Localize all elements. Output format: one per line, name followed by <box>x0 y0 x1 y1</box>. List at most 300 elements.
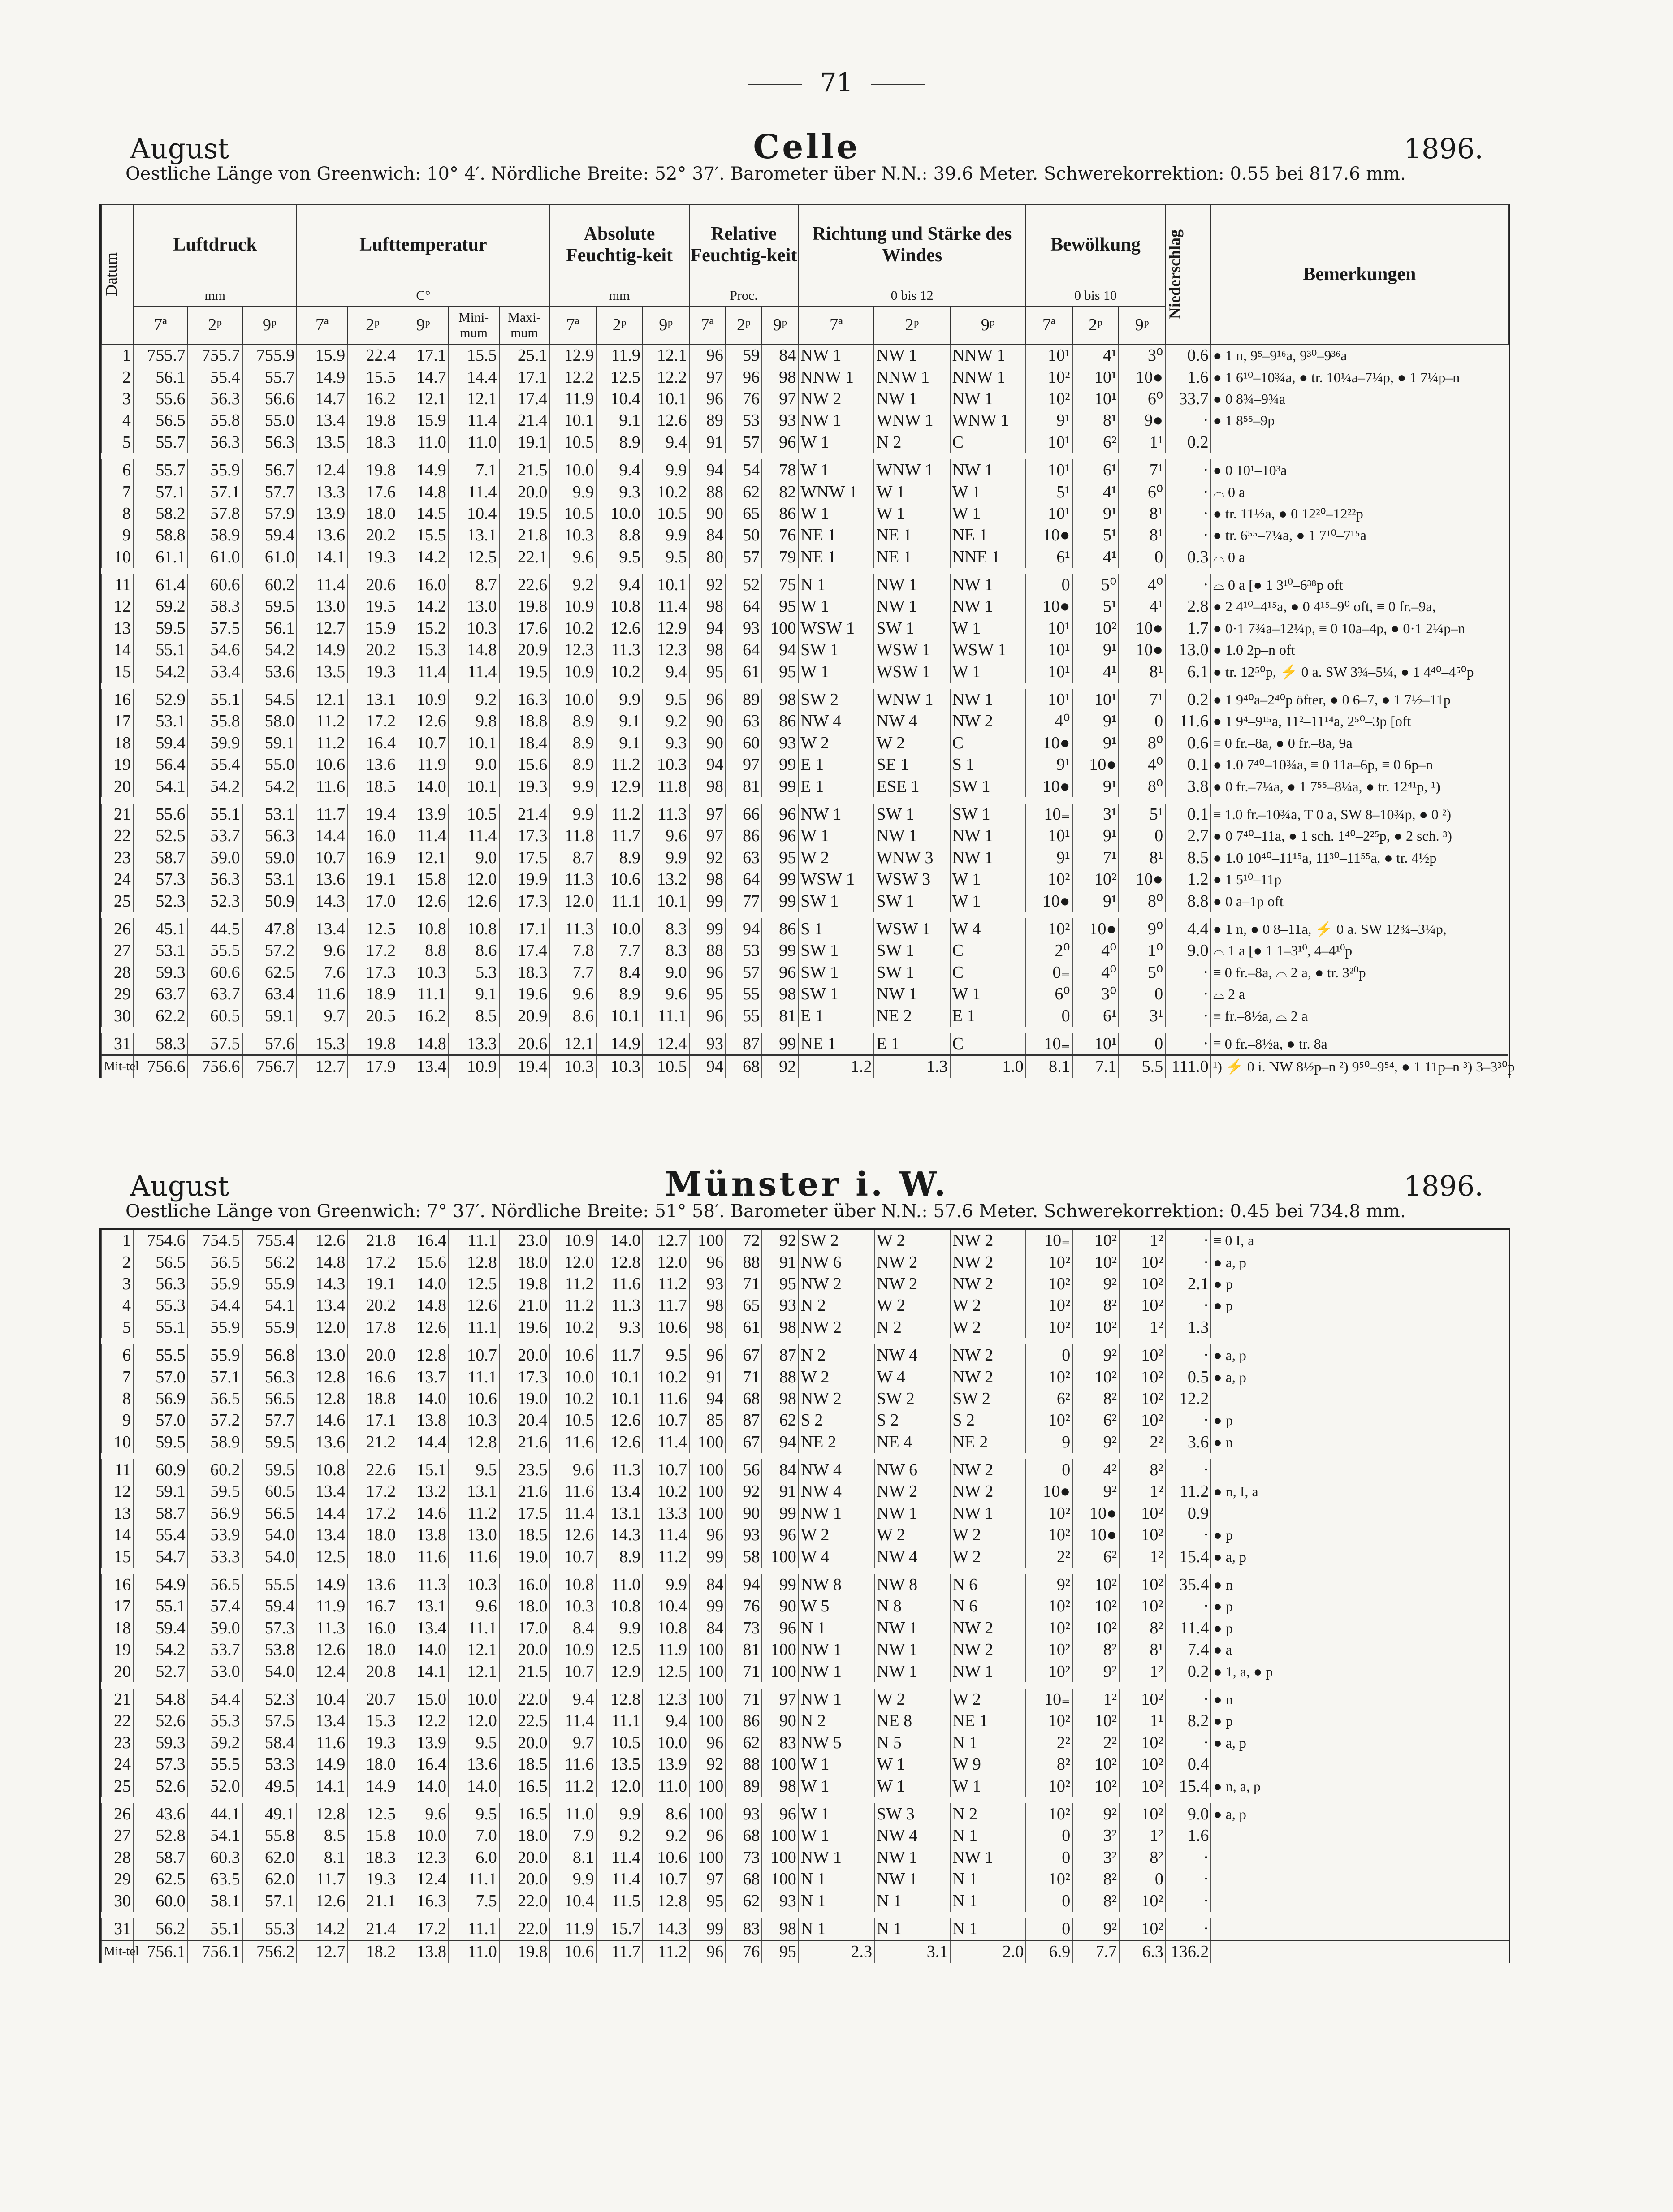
cell: 10² <box>1072 1317 1119 1338</box>
cell: 68 <box>726 1388 762 1409</box>
cell: NW 2 <box>950 1639 1026 1660</box>
cell: 16.6 <box>347 1366 398 1387</box>
cell: 11.4 <box>449 481 499 502</box>
cell: 96 <box>689 1732 726 1754</box>
cell: 16 <box>102 1574 133 1595</box>
table-row <box>102 1459 1509 1481</box>
cell: W 2 <box>874 1689 950 1710</box>
cell: 33.7 <box>1165 388 1211 410</box>
cell: ≡ fr.–8½a, ⌓ 2 a <box>1211 1005 1508 1026</box>
cell: 10.0 <box>550 1366 597 1387</box>
cell: SW 2 <box>874 1388 950 1409</box>
cell: 21.1 <box>347 1890 398 1911</box>
cell: 12.3 <box>643 639 689 661</box>
cell: 20.0 <box>499 1847 550 1868</box>
cell: 86 <box>762 918 798 940</box>
cell: 73 <box>726 1617 762 1639</box>
cell: 4¹ <box>1072 344 1119 366</box>
cell: 3 <box>102 388 133 410</box>
cell: 3.6 <box>1166 1431 1211 1453</box>
cell: 9.9 <box>550 1868 597 1890</box>
cell: 13.9 <box>297 503 347 524</box>
cell: 9² <box>1072 1273 1119 1295</box>
cell: 13.6 <box>347 1574 398 1595</box>
cell: 7 <box>102 481 133 502</box>
cell: 0 <box>1119 983 1165 1005</box>
table-row <box>102 1273 1509 1295</box>
cell: 17.0 <box>499 1617 550 1639</box>
cell: ● p <box>1211 1595 1509 1617</box>
cell: 56.3 <box>242 432 297 453</box>
cell: 56.5 <box>188 1388 242 1409</box>
cell: 1.2 <box>1165 868 1211 890</box>
cell: 98 <box>689 596 726 617</box>
cell: 20.0 <box>499 1868 550 1890</box>
cell: 14.3 <box>643 1918 689 1940</box>
cell: NW 2 <box>874 1251 950 1273</box>
cell: 81 <box>762 1005 798 1026</box>
cell: 18.9 <box>347 983 398 1005</box>
cell: ● p <box>1211 1617 1509 1639</box>
subcol-t7: 7ª <box>798 307 874 344</box>
table-row <box>102 639 1508 661</box>
cell: 56.2 <box>133 1918 188 1940</box>
cell: 12.8 <box>596 1251 643 1273</box>
cell: 59.0 <box>242 847 297 868</box>
cell: 10● <box>1026 1481 1072 1502</box>
cell: 56.3 <box>188 388 242 410</box>
cell: 11.1 <box>449 1230 499 1251</box>
cell <box>1211 432 1508 453</box>
cell: 53 <box>726 410 762 431</box>
cell: 57.9 <box>242 503 297 524</box>
cell: NW 4 <box>799 1459 874 1481</box>
cell: 12.5 <box>449 546 499 568</box>
cell: NW 4 <box>799 1481 874 1502</box>
table-row <box>102 1918 1509 1940</box>
cell: 17.3 <box>499 1366 550 1387</box>
table-row <box>102 1295 1509 1316</box>
cell: · <box>1165 574 1211 596</box>
cell: 3¹ <box>1072 804 1119 825</box>
cell: 10.4 <box>596 388 643 410</box>
cell: 10² <box>1119 1803 1166 1825</box>
cell: 9.6 <box>449 1595 499 1617</box>
cell: 10.0 <box>596 918 643 940</box>
table-row <box>102 1481 1509 1502</box>
cell: 12.6 <box>550 1524 597 1546</box>
cell: 8.4 <box>596 962 643 983</box>
cell: ⌓ 1 a [● 1 1–3¹⁰, 4–4¹⁰p <box>1211 940 1508 961</box>
cell: 58.9 <box>188 524 242 546</box>
cell: 5⁰ <box>1119 962 1165 983</box>
cell: 92 <box>689 847 726 868</box>
cell: 56.5 <box>133 410 188 431</box>
cell: 59.2 <box>133 596 188 617</box>
mean-cell: 94 <box>689 1055 726 1078</box>
cell: 9.2 <box>643 1825 689 1846</box>
cell: N 2 <box>799 1295 874 1316</box>
cell: 11.0 <box>643 1775 689 1797</box>
table-row <box>102 1033 1508 1055</box>
cell: 56.3 <box>242 1366 297 1387</box>
cell: 9² <box>1072 1660 1119 1682</box>
cell: 11.4 <box>449 661 499 682</box>
cell: 16 <box>102 689 133 710</box>
cell: S 2 <box>799 1409 874 1431</box>
cell: 21.0 <box>499 1295 550 1316</box>
cell: 63.7 <box>188 983 242 1005</box>
cell: 58.2 <box>133 503 188 524</box>
table-row <box>102 918 1508 940</box>
cell: W 1 <box>798 661 874 682</box>
cell: 15.6 <box>398 1251 449 1273</box>
cell: 92 <box>689 574 726 596</box>
cell: ● 0 a–1p oft <box>1211 890 1508 912</box>
cell: 17.6 <box>347 481 398 502</box>
cell: ● 1.0 2p–n oft <box>1211 639 1508 661</box>
cell: 59.1 <box>133 1481 188 1502</box>
cell: 59.4 <box>133 732 188 754</box>
cell: 4¹ <box>1072 546 1119 568</box>
cell: SW 3 <box>874 1803 950 1825</box>
cell: 28 <box>102 962 133 983</box>
cell: 55.9 <box>242 1317 297 1338</box>
cell: 18.8 <box>347 1388 398 1409</box>
cell: 20.0 <box>499 1732 550 1754</box>
cell: 85 <box>689 1409 726 1431</box>
cell: 99 <box>762 1033 798 1055</box>
cell: 9● <box>1119 410 1165 431</box>
table-row <box>102 432 1508 453</box>
cell: 14.7 <box>398 366 449 388</box>
cell: 2² <box>1072 1732 1119 1754</box>
cell: 54.4 <box>188 1295 242 1316</box>
cell: ● 1.0 10⁴⁰–11¹⁵a, 11³⁰–11⁵⁵a, ● tr. 4½p <box>1211 847 1508 868</box>
cell: 96 <box>689 1251 726 1273</box>
cell: 19.8 <box>347 410 398 431</box>
cell: 19.5 <box>499 503 550 524</box>
cell: 6.1 <box>1165 661 1211 682</box>
cell: 98 <box>689 1295 726 1316</box>
cell: 1² <box>1119 1546 1166 1567</box>
cell: 14.8 <box>449 639 499 661</box>
cell: 71 <box>726 1689 762 1710</box>
cell: 56.6 <box>242 388 297 410</box>
table-row <box>102 847 1508 868</box>
cell: 14.6 <box>297 1409 347 1431</box>
cell: 61 <box>726 1317 762 1338</box>
cell: 12.0 <box>297 1317 347 1338</box>
cell: 10● <box>1072 1524 1119 1546</box>
cell: W 2 <box>874 1230 950 1251</box>
cell: NW 1 <box>874 983 950 1005</box>
mean-cell: 756.6 <box>188 1055 242 1078</box>
cell: NW 2 <box>950 1344 1026 1366</box>
cell: 8.7 <box>449 574 499 596</box>
cell: 14.4 <box>297 1503 347 1524</box>
cell: 11.1 <box>449 1868 499 1890</box>
cell: 96 <box>689 1344 726 1366</box>
cell: 12.1 <box>549 1033 596 1055</box>
cell: 10.5 <box>596 1732 643 1754</box>
table-row <box>102 1574 1509 1595</box>
cell: 25.1 <box>499 344 550 366</box>
cell: 6¹ <box>1072 459 1119 481</box>
cell: NW 1 <box>874 1868 950 1890</box>
cell: 65 <box>726 1295 762 1316</box>
cell: · <box>1166 1251 1211 1273</box>
cell: 8.1 <box>550 1847 597 1868</box>
subcol-max: Maxi-mum <box>499 307 550 344</box>
cell: 13.3 <box>643 1503 689 1524</box>
cell: 11.6 <box>550 1481 597 1502</box>
cell: 10² <box>1072 868 1119 890</box>
cell: 16.0 <box>347 825 398 847</box>
cell: · <box>1165 1033 1211 1055</box>
cell: 24 <box>102 868 133 890</box>
cell: ● 1 6¹⁰–10¾a, ● tr. 10¼a–7¼p, ● 1 7¼p–n <box>1211 366 1508 388</box>
cell: 59.4 <box>242 1595 297 1617</box>
cell: 16.0 <box>499 1574 550 1595</box>
table-row <box>102 481 1508 502</box>
cell: 11.2 <box>643 1273 689 1295</box>
cell: 96 <box>762 825 798 847</box>
cell: 57.1 <box>242 1890 297 1911</box>
cell: NW 1 <box>950 388 1026 410</box>
cell: 10¹ <box>1026 459 1072 481</box>
table-row <box>102 1344 1509 1366</box>
cell: 7.7 <box>549 962 596 983</box>
cell: ● 1 n, ● 0 8–11a, ⚡ 0 a. SW 12¾–3¼p, <box>1211 918 1508 940</box>
cell: 12.5 <box>643 1660 689 1682</box>
cell: 22.6 <box>499 574 550 596</box>
cell: 10● <box>1026 890 1072 912</box>
cell: 17.2 <box>347 710 398 732</box>
mean-cell: 10.3 <box>549 1055 596 1078</box>
mean-cell: 12.7 <box>297 1940 347 1963</box>
table-celle <box>99 204 1515 1078</box>
cell: 53.3 <box>188 1546 242 1567</box>
table-row <box>102 1847 1509 1868</box>
cell: 99 <box>762 890 798 912</box>
cell: 10.6 <box>643 1317 689 1338</box>
cell: 100 <box>689 1710 726 1732</box>
cell: ● 1 9⁴⁰a–2⁴⁰p öfter, ● 0 6–7, ● 1 7½–11p <box>1211 689 1508 710</box>
cell: 93 <box>689 1273 726 1295</box>
cell: 20.7 <box>347 1689 398 1710</box>
cell: 55.0 <box>242 410 297 431</box>
cell: 8.3 <box>643 918 689 940</box>
cell: 30 <box>102 1890 133 1911</box>
cell: 14.9 <box>596 1033 643 1055</box>
cell: 12.4 <box>398 1868 449 1890</box>
cell: 11.0 <box>596 1574 643 1595</box>
cell: 10¹ <box>1072 366 1119 388</box>
subcol-t9: 9ᵖ <box>762 307 798 344</box>
cell: ● tr. 6⁵⁵–7¼a, ● 1 7¹⁰–7¹⁵a <box>1211 524 1508 546</box>
cell: 754.6 <box>133 1230 188 1251</box>
cell: W 1 <box>950 868 1026 890</box>
cell: 14.0 <box>449 1775 499 1797</box>
cell: 98 <box>762 983 798 1005</box>
mean-cell: 2.0 <box>950 1940 1026 1963</box>
cell: 9¹ <box>1072 825 1119 847</box>
mean-cell: 19.4 <box>499 1055 550 1078</box>
cell: 57.3 <box>242 1617 297 1639</box>
cell: SW 1 <box>798 983 874 1005</box>
cell: NW 1 <box>874 1503 950 1524</box>
year-label: 1896. <box>1404 1170 1483 1202</box>
cell: 7.0 <box>449 1825 499 1846</box>
cell: 55.1 <box>133 1317 188 1338</box>
cell: 11.4 <box>596 1868 643 1890</box>
cell: 10.7 <box>643 1459 689 1481</box>
cell: NW 2 <box>799 1273 874 1295</box>
cell: 11.7 <box>297 804 347 825</box>
cell: 53.8 <box>242 1639 297 1660</box>
table-row <box>102 940 1508 961</box>
cell: 93 <box>762 410 798 431</box>
cell: 19.3 <box>347 1732 398 1754</box>
unit-bew: 0 bis 10 <box>1026 285 1165 307</box>
cell: 11.2 <box>297 732 347 754</box>
cell: 26 <box>102 1803 133 1825</box>
cell: 56.3 <box>188 432 242 453</box>
cell: WSW 1 <box>798 868 874 890</box>
cell: 4 <box>102 1295 133 1316</box>
cell: 1² <box>1072 1689 1119 1710</box>
cell: 17.6 <box>499 618 550 639</box>
cell: 10.5 <box>449 804 499 825</box>
cell: 54.6 <box>188 639 242 661</box>
cell: 55.4 <box>133 1524 188 1546</box>
cell: 8.9 <box>549 710 596 732</box>
cell: 10² <box>1026 1366 1072 1387</box>
cell: 1² <box>1119 1481 1166 1502</box>
cell: ● 0 fr.–7¼a, ● 1 7⁵⁵–8¼a, ● tr. 12⁴¹p, ¹) <box>1211 775 1508 797</box>
cell: 17.1 <box>347 1409 398 1431</box>
cell: 9.9 <box>643 524 689 546</box>
cell: W 1 <box>798 432 874 453</box>
cell: ● tr. 11½a, ● 0 12²⁰–12²²p <box>1211 503 1508 524</box>
table-row <box>102 618 1508 639</box>
cell: 15.8 <box>347 1825 398 1846</box>
cell: WNW 3 <box>874 847 950 868</box>
cell: 80 <box>689 546 726 568</box>
mean-row <box>102 1055 1508 1078</box>
cell: 10² <box>1119 1574 1166 1595</box>
cell: 10² <box>1026 1595 1072 1617</box>
cell: 99 <box>689 1595 726 1617</box>
cell: 89 <box>689 410 726 431</box>
cell: 21.5 <box>499 1660 550 1682</box>
cell: 9.6 <box>549 546 596 568</box>
cell: 18.0 <box>347 1546 398 1567</box>
cell: W 2 <box>874 732 950 754</box>
station-name: Celle <box>753 128 860 166</box>
cell: 12.6 <box>596 618 643 639</box>
cell: 53.1 <box>133 940 188 961</box>
cell: NW 1 <box>950 596 1026 617</box>
cell: ● a, p <box>1211 1366 1509 1387</box>
cell: 10² <box>1072 618 1119 639</box>
cell: C <box>950 1033 1026 1055</box>
cell: 19.5 <box>347 596 398 617</box>
cell: 13.6 <box>347 754 398 775</box>
cell: 87 <box>762 1344 798 1366</box>
cell: · <box>1166 1890 1211 1911</box>
cell: 7¹ <box>1072 847 1119 868</box>
cell: NW 1 <box>950 574 1026 596</box>
cell: 54.0 <box>242 1524 297 1546</box>
cell: 55.4 <box>188 754 242 775</box>
cell: 19.3 <box>499 775 550 797</box>
cell: 57.1 <box>188 1366 242 1387</box>
cell: 15.4 <box>1166 1546 1211 1567</box>
cell: 22.0 <box>499 1890 550 1911</box>
cell: 6⁰ <box>1119 481 1165 502</box>
table-row <box>102 825 1508 847</box>
cell: 55.7 <box>133 432 188 453</box>
cell: 14.4 <box>297 825 347 847</box>
cell: 55.1 <box>188 1918 242 1940</box>
cell: 14.3 <box>297 890 347 912</box>
cell: NNW 1 <box>874 366 950 388</box>
cell: 57.2 <box>188 1409 242 1431</box>
cell: 84 <box>689 524 726 546</box>
cell: 0.3 <box>1165 546 1211 568</box>
cell: 20.0 <box>499 481 550 502</box>
cell: 10² <box>1026 1409 1072 1431</box>
mean-cell: 13.4 <box>398 1055 449 1078</box>
cell: N 1 <box>874 1890 950 1911</box>
cell: 13.0 <box>297 596 347 617</box>
cell: 12.1 <box>643 344 689 366</box>
mean-cell: 76 <box>726 1940 762 1963</box>
cell: 25 <box>102 890 133 912</box>
cell <box>1211 1503 1509 1524</box>
cell: 21.4 <box>499 804 550 825</box>
cell: 57.2 <box>242 940 297 961</box>
cell: 11.4 <box>297 574 347 596</box>
cell: 6⁰ <box>1119 388 1165 410</box>
table-row <box>102 1503 1509 1524</box>
cell: 16.2 <box>398 1005 449 1026</box>
cell: 83 <box>762 1732 798 1754</box>
cell: 13.4 <box>297 1524 347 1546</box>
cell: 8.9 <box>549 754 596 775</box>
cell: 30 <box>102 1005 133 1026</box>
cell: 96 <box>689 388 726 410</box>
cell: NW 1 <box>950 1503 1026 1524</box>
cell: 13.4 <box>297 1295 347 1316</box>
cell: 11.9 <box>398 754 449 775</box>
cell: 55.1 <box>133 1595 188 1617</box>
cell: 11.0 <box>550 1803 597 1825</box>
mean-cell: 17.9 <box>347 1055 398 1078</box>
cell: 9.1 <box>596 410 643 431</box>
cell: ● 1 8⁵⁵–9p <box>1211 410 1508 431</box>
mean-cell: 1.0 <box>950 1055 1026 1078</box>
cell: 100 <box>762 1868 798 1890</box>
cell: 59.0 <box>188 1617 242 1639</box>
cell: 93 <box>762 1295 798 1316</box>
cell: 11.6 <box>643 1388 689 1409</box>
table-row <box>102 1775 1509 1797</box>
cell: 96 <box>762 1524 798 1546</box>
cell: 10.4 <box>449 503 499 524</box>
